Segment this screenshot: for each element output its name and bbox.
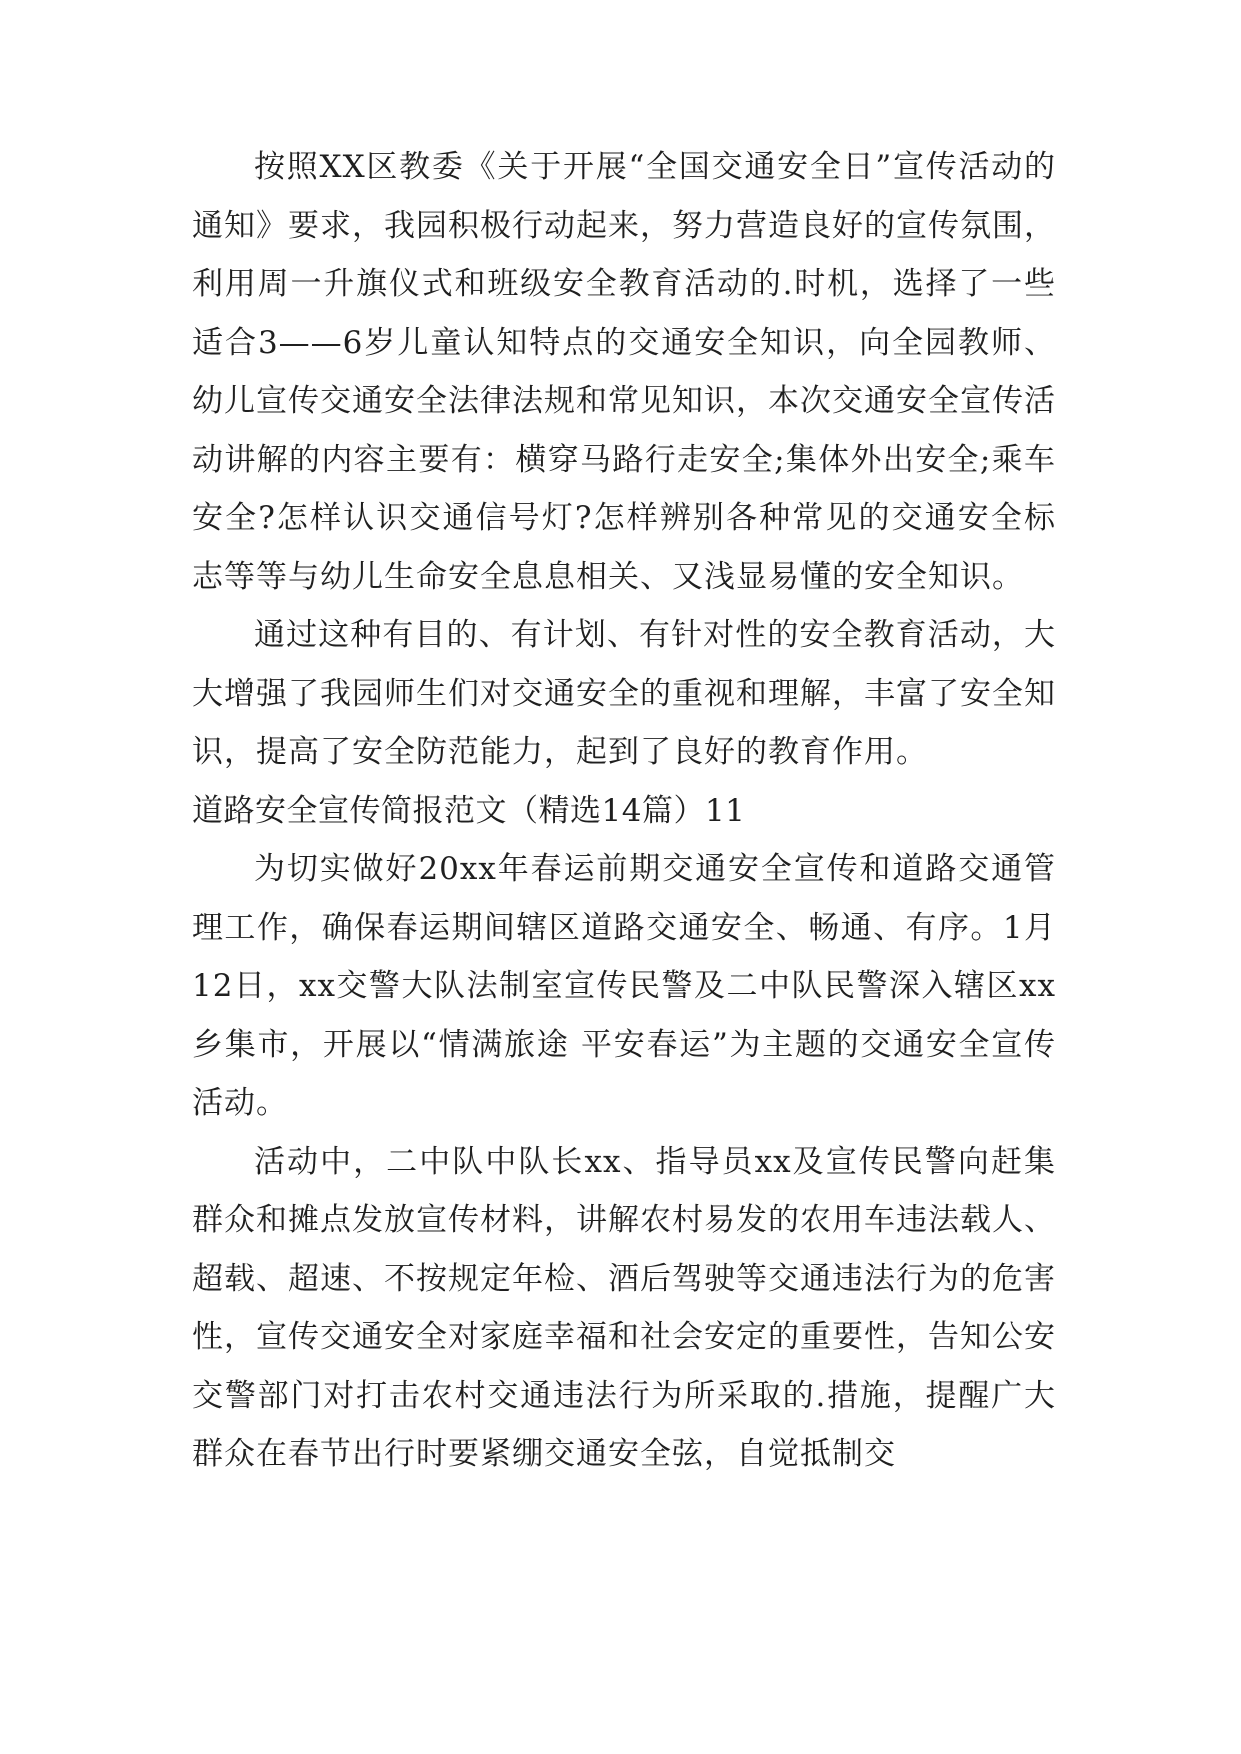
document-body	[192, 138, 1056, 1484]
body-paragraph: 活动中，二中队中队长xx、指导员xx及宣传民警向赶集群众和摊点发放宣传材料，讲解农村易发的农用车违法载人、超载、超速、不按规定年检、酒后驾驶等交通违法行为的危害性，宣传交通安全对家庭幸福和社会安定的重要性，告知公安交警部门对打击农村交通违法行为所采取的.措施，提醒广大群众在春节出行时要紧绷交通安全弦，自觉抵制交	[192, 1143, 1056, 1472]
section-heading: 道路安全宣传简报范文（精选14篇）11	[192, 792, 746, 829]
body-paragraph: 通过这种有目的、有计划、有针对性的安全教育活动，大大增强了我园师生们对交通安全的重视和理解，丰富了安全知识，提高了安全防范能力，起到了良好的教育作用。	[192, 617, 1056, 770]
body-paragraph: 为切实做好20xx年春运前期交通安全宣传和道路交通管理工作，确保春运期间辖区道路交通安全、畅通、有序。1月12日，xx交警大队法制室宣传民警及二中队民警深入辖区xx乡集市，开展以“情满旅途 平安春运”为主题的交通安全宣传活动。	[192, 851, 1056, 1121]
body-paragraph: 按照XX区教委《关于开展“全国交通安全日”宣传活动的通知》要求，我园积极行动起来，努力营造良好的宣传氛围，利用周一升旗仪式和班级安全教育活动的.时机，选择了一些适合3——6岁儿童认知特点的交通安全知识，向全园教师、幼儿宣传交通安全法律法规和常见知识，本次交通安全宣传活动讲解的内容主要有：横穿马路行走安全;集体外出安全;乘车安全?怎样认识交通信号灯?怎样辨别各种常见的交通安全标志等等与幼儿生命安全息息相关、又浅显易懂的安全知识。	[192, 149, 1056, 595]
